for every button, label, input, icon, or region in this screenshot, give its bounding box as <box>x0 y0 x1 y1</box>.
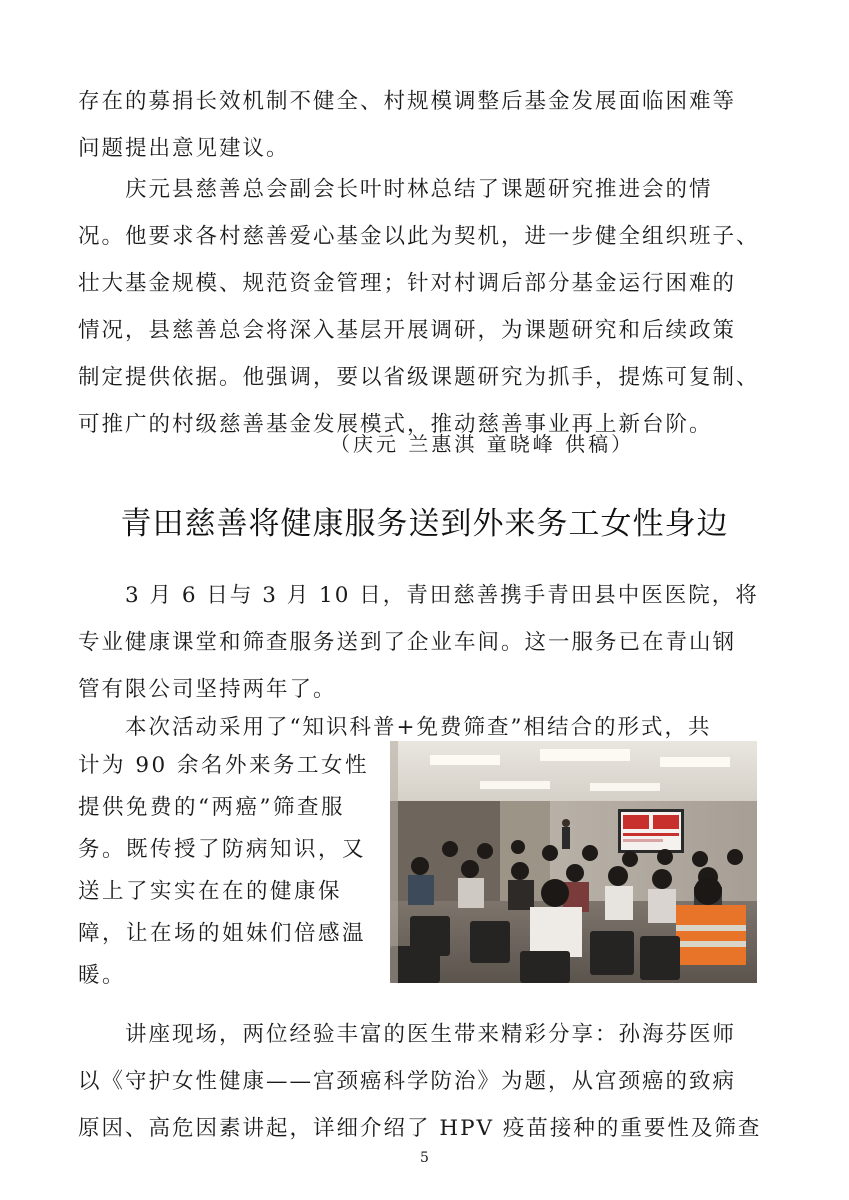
text-line: 况。他要求各村慈善爱心基金以此为契机，进一步健全组织班子、 <box>78 224 760 249</box>
text-line: 障，让在场的姐妹们倍感温 <box>78 921 367 946</box>
text-line: 壮大基金规模、规范资金管理；针对村调后部分基金运行困难的 <box>78 271 737 296</box>
text-line: 暖。 <box>78 963 127 988</box>
text-line: 制定提供依据。他强调，要以省级课题研究为抓手，提炼可复制、 <box>78 365 760 390</box>
text-line: 讲座现场，两位经验丰富的医生带来精彩分享：孙海芬医师 <box>78 1022 737 1047</box>
lecture-scene-image <box>390 741 757 983</box>
text-line: 送上了实实在在的健康保 <box>78 879 343 904</box>
text-line: 提供免费的“两癌”筛查服 <box>78 795 345 820</box>
article-paragraph-2-wrapped <box>78 745 378 997</box>
text-line: 问题提出意见建议。 <box>78 136 290 161</box>
continued-paragraph <box>78 78 764 172</box>
text-line: 务。既传授了防病知识，又 <box>78 837 367 862</box>
text-line: 3 月 6 日与 3 月 10 日，青田慈善携手青田县中医医院，将 <box>78 583 759 608</box>
page-number: 5 <box>420 1150 429 1166</box>
text-line: 专业健康课堂和筛查服务送到了企业车间。这一服务已在青山钢 <box>78 630 737 655</box>
text-line: 可推广的村级慈善基金发展模式，推动慈善事业再上新台阶。 <box>78 412 713 437</box>
article-title: 青田慈善将健康服务送到外来务工女性身边 <box>120 506 729 542</box>
author-credit: （庆元 兰惠淇 童晓峰 供稿） <box>330 432 635 456</box>
text-line: 计为 90 余名外来务工女性 <box>78 753 370 778</box>
text-line: 庆元县慈善总会副会长叶时林总结了课题研究推进会的情 <box>78 177 713 202</box>
text-line: 存在的募捐长效机制不健全、村规模调整后基金发展面临困难等 <box>78 89 737 114</box>
text-line: 以《守护女性健康——宫颈癌科学防治》为题，从宫颈癌的致病 <box>78 1069 737 1094</box>
text-line: 情况，县慈善总会将深入基层开展调研，为课题研究和后续政策 <box>78 318 737 343</box>
article-paragraph-3 <box>78 1011 764 1152</box>
text-line: 本次活动采用了“知识科普+免费筛查”相结合的形式，共 <box>78 715 712 740</box>
text-line: 管有限公司坚持两年了。 <box>78 677 337 702</box>
text-line: 原因、高危因素讲起，详细介绍了 HPV 疫苗接种的重要性及筛查 <box>78 1116 762 1141</box>
summary-paragraph <box>78 166 764 448</box>
lecture-photo <box>390 741 757 983</box>
article-paragraph-1 <box>78 572 764 713</box>
